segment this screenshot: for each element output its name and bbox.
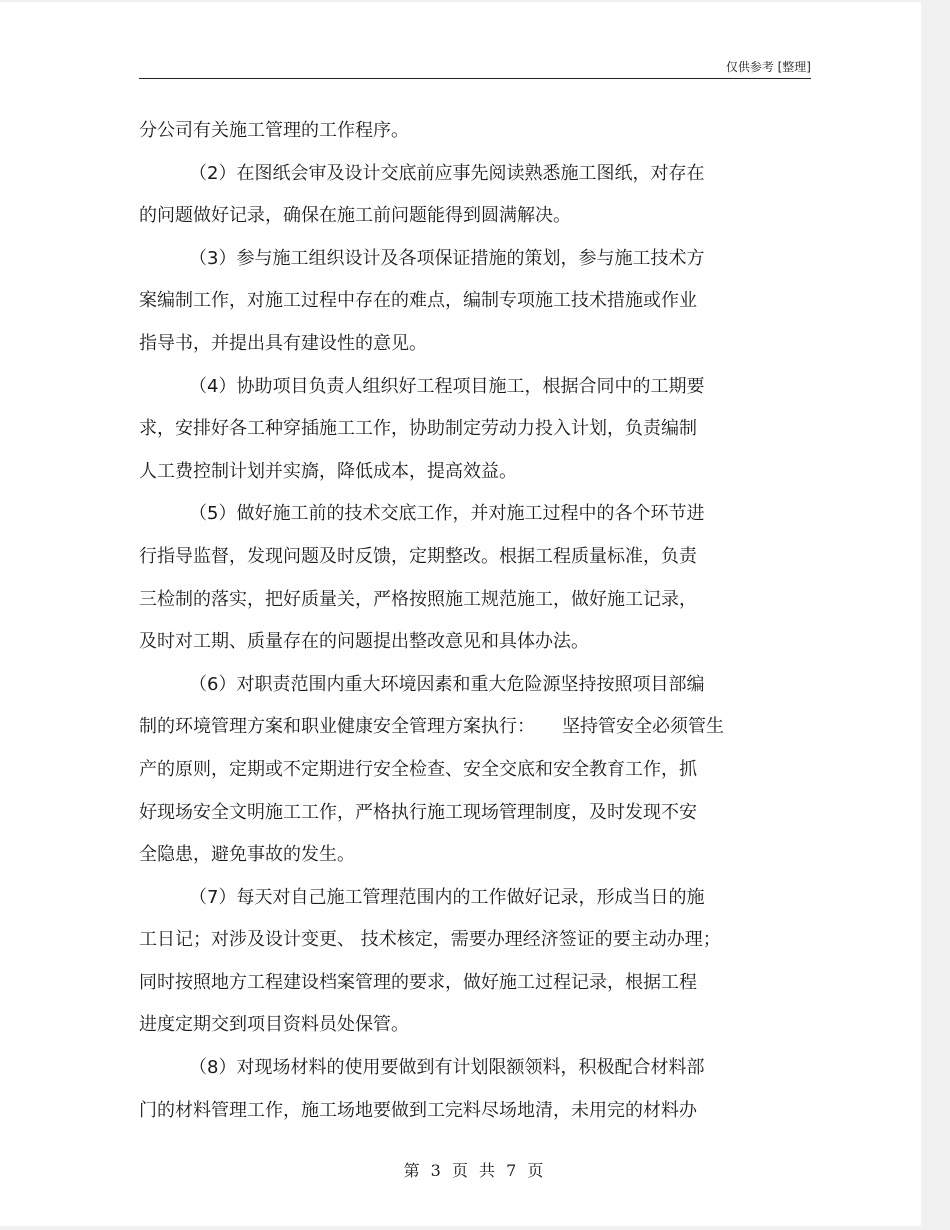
text-line: 人工费控制计划并实旖，降低成本，提高效益。 [139,460,517,482]
text-line: 三检制的落实，把好质量关，严格按照施工规范施工，做好施工记录， [139,588,697,610]
page-header-label: 仅供参考 [整理] [725,60,811,74]
text-line: 制的环境管理方案和职业健康安全管理方案执行： 坚持管安全必须管生 [139,716,724,738]
text-line: （8）对现场材料的使用要做到有计划限额领料，积极配合材料部 [189,1057,705,1079]
text-line: 分公司有关施工管理的工作程序。 [139,120,409,141]
text-line: 产的原则，定期或不定期进行安全检查、安全交底和安全教育工作，抓 [139,758,697,780]
text-line: 门的材料管理工作，施工场地要做到工完料尽场地清，未用完的材料办 [139,1099,697,1121]
header-divider [139,78,811,79]
text-line: 好现场安全文明施工工作，严格执行施工现场管理制度，及时发现不安 [139,801,697,823]
text-line: （4）协助项目负责人组织好工程项目施工，根据合同中的工期要 [189,375,705,397]
document-page [0,2,921,1226]
text-line: 指导书，并提出具有建设性的意见。 [139,332,427,354]
text-line: 全隐患，避免事故的发生。 [139,844,355,866]
page-number-footer: 第 3 页 共 7 页 [403,1161,547,1180]
text-line: （7）每天对自己施工管理范围内的工作做好记录，形成当日的施 [189,886,705,908]
text-line: 进度定期交到项目资料员处保管。 [139,1014,409,1036]
text-line: 及时对工期、质量存在的问题提出整改意见和具体办法。 [139,631,589,653]
text-line: （5）做好施工前的技术交底工作，并对施工过程中的各个环节进 [189,503,705,525]
text-line: 工日记；对涉及设计变更、 技术核定，需要办理经济签证的要主动办理； [139,929,721,951]
text-line: 求，安排好各工种穿插施工工作，协助制定劳动力投入计划，负责编制 [139,418,697,440]
body-text [139,110,811,1132]
text-line: （6）对职责范围内重大环境因素和重大危险源坚持按照项目部编 [189,673,705,695]
text-line: （3）参与施工组织设计及各项保证措施的策划，参与施工技术方 [189,247,705,269]
text-line: （2）在图纸会审及设计交底前应事先阅读熟悉施工图纸，对存在 [189,162,705,184]
text-line: 的问题做好记录，确保在施工前问题能得到圆满解决。 [139,205,571,227]
text-line: 行指导监督，发现问题及时反馈，定期整改。根据工程质量标准，负责 [139,545,697,567]
text-line: 案编制工作，对施工过程中存在的难点，编制专项施工技术措施或作业 [139,290,697,312]
text-line: 同时按照地方工程建设档案管理的要求，做好施工过程记录，根据工程 [139,971,697,993]
